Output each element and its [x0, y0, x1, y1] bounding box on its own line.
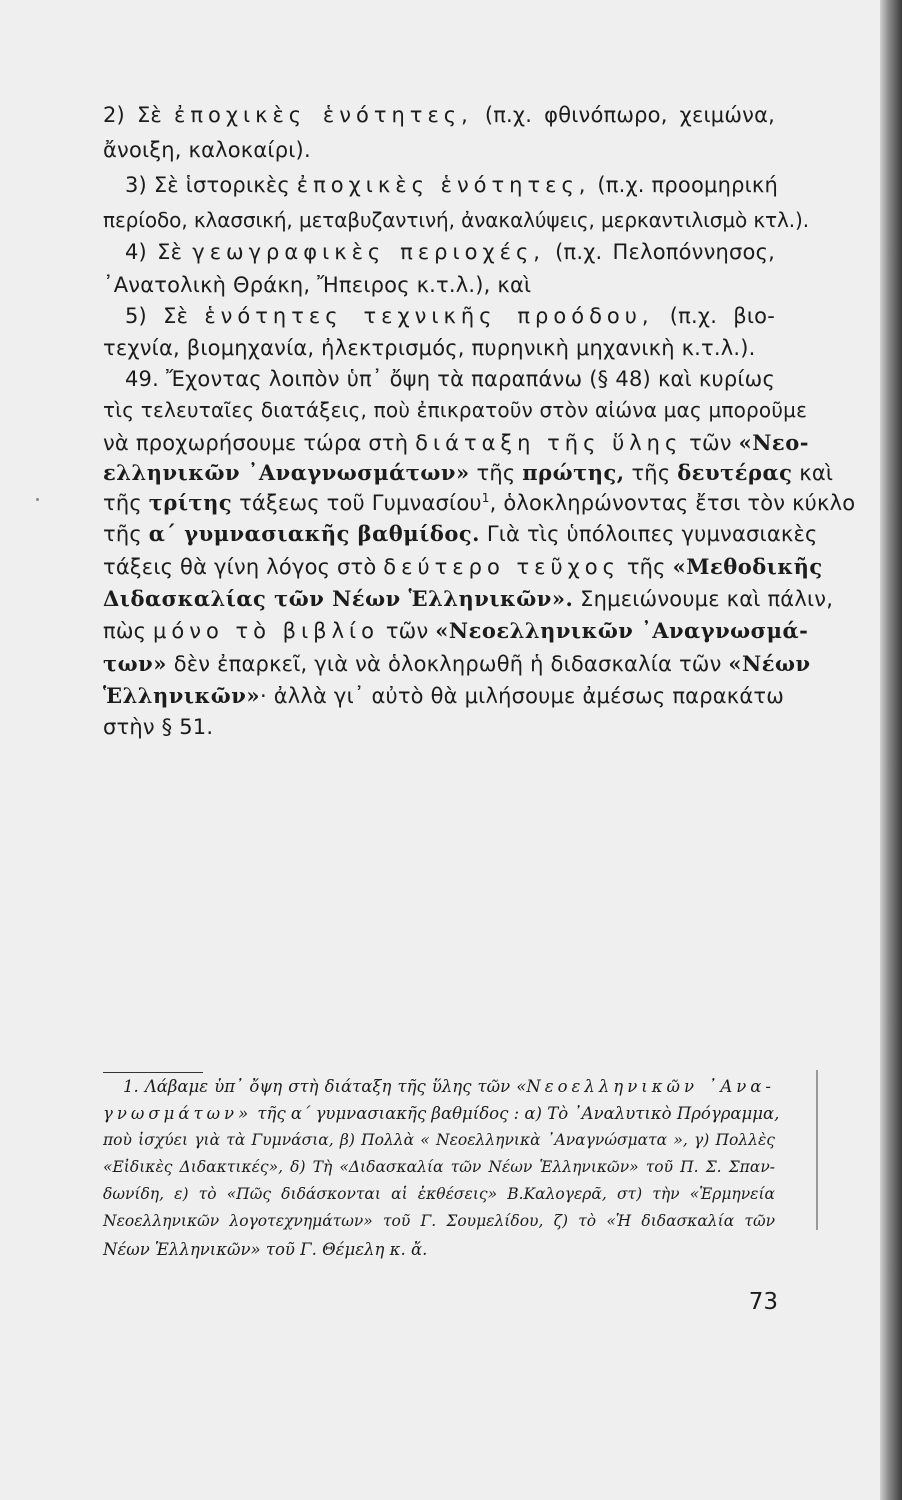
text-line: 3) Σὲ ἱστορικὲς ἐποχικὲς ἑνότητες, (π.χ. προομηρική: [125, 173, 779, 197]
footnote-line: «Εἰδικὲς Διδακτικές», δ) Τὴ «Διδασκαλία τῶν Νέων Ἑλληνικῶν» τοῦ Π. Σ. Σπαν-: [103, 1158, 775, 1176]
footnote-ref: 1: [481, 491, 490, 505]
text-line: Ἑλληνικῶν»· ἀλλὰ γι᾿ αὐτὸ θὰ μιλήσουμε ἀμέσως παρακάτω: [103, 683, 785, 708]
text-line: περίοδο, κλασσική, μεταβυζαντινή, ἀνακαλύψεις, μερκαντιλισμὸ κτλ.).: [103, 208, 809, 232]
margin-speck: [36, 498, 39, 501]
footnote-line: γνωσμάτων» τῆς α΄ γυμνασιακῆς βαθμίδος : α) Τὸ ᾿Αναλυτικὸ Πρόγραμμα,: [103, 1104, 780, 1123]
text-line: ελληνικῶν ᾿Αναγνωσμάτων» τῆς πρώτης, τῆς δευτέρας καὶ: [103, 460, 834, 485]
page-number: 73: [748, 1289, 778, 1315]
footnote-line: 1. Λάβαμε ὑπ᾿ ὄψη στὴ διάταξη τῆς ὕλης τῶν «Νεοελληνικῶν ᾿Ανα-: [123, 1077, 775, 1096]
text-line: 4) Σὲ γεωγραφικὲς περιοχές, (π.χ. Πελοπόννησος,: [125, 240, 775, 264]
text-line: τῆς τρίτης τάξεως τοῦ Γυμνασίου$^1$, ὁλοκληρώνοντας ἔτσι τὸν κύκλο: [103, 490, 856, 515]
text-line: 49. Ἔχοντας λοιπὸν ὑπ᾿ ὄψη τὰ παραπάνω (§ 48) καὶ κυρίως: [125, 367, 775, 391]
page-edge-shadow: [880, 0, 902, 1500]
text-line: τάξεις θὰ γίνη λόγος στὸ δεύτερο τεῦχος τῆς «Μεθοδικῆς: [103, 554, 823, 579]
footnote-divider: [103, 1072, 203, 1073]
text-line: τὶς τελευταῖες διατάξεις, ποὺ ἐπικρατοῦν στὸν αἰώνα μας μποροῦμε: [103, 398, 808, 422]
text-line: πὼς μόνο τὸ βιβλίο τῶν «Νεοελληνικῶν ᾿Αναγνωσμά-: [103, 618, 809, 643]
footnote-line: Νέων Ἑλληνικῶν» τοῦ Γ. Θέμελη κ. ἄ.: [103, 1240, 428, 1259]
text-line: ἄνοιξη, καλοκαίρι).: [103, 138, 311, 162]
footnote-line: ποὺ ἰσχύει γιὰ τὰ Γυμνάσια, β) Πολλὰ « Νεοελληνικὰ ᾿Αναγνώσματα », γ) Πολλὲς: [103, 1131, 775, 1149]
text-line: νὰ προχωρήσουμε τώρα στὴ διάταξη τῆς ὕλης τῶν «Νεο-: [103, 430, 809, 455]
footnote-line: Νεοελληνικῶν λογοτεχνημάτων» τοῦ Γ. Σουμελίδου, ζ) τὸ «Ἡ διδασκαλία τῶν: [103, 1212, 775, 1230]
margin-pencil-mark: [816, 1070, 818, 1230]
text-line: στὴν § 51.: [103, 715, 214, 739]
text-line: ᾿Ανατολικὴ Θράκη, Ἤπειρος κ.τ.λ.), καὶ: [103, 273, 532, 297]
text-line: τῆς α΄ γυμνασιακῆς βαθμίδος. Γιὰ τὶς ὑπόλοιπες γυμνασιακὲς: [103, 521, 818, 546]
footnote-line: δωνίδη, ε) τὸ «Πῶς διδάσκονται αἱ ἐκθέσεις» Β.Καλογερᾶ, στ) τὴν «Ἑρμηνεία: [103, 1185, 775, 1203]
text-line: 5) Σὲ ἑνότητες τεχνικῆς προόδου, (π.χ. βιο-: [125, 304, 775, 328]
text-line: των» δὲν ἐπαρκεῖ, γιὰ νὰ ὁλοκληρωθῆ ἡ διδασκαλία τῶν «Νέων: [103, 651, 811, 676]
text-line: 2) Σὲ ἐποχικὲς ἑνότητες, (π.χ. φθινόπωρο, χειμώνα,: [103, 103, 775, 127]
text-line: τεχνία, βιομηχανία, ἠλεκτρισμός, πυρηνικὴ μηχανικὴ κ.τ.λ.).: [103, 336, 756, 360]
text-line: Διδασκαλίας τῶν Νέων Ἑλληνικῶν». Σημειώνουμε καὶ πάλιν,: [103, 586, 834, 611]
